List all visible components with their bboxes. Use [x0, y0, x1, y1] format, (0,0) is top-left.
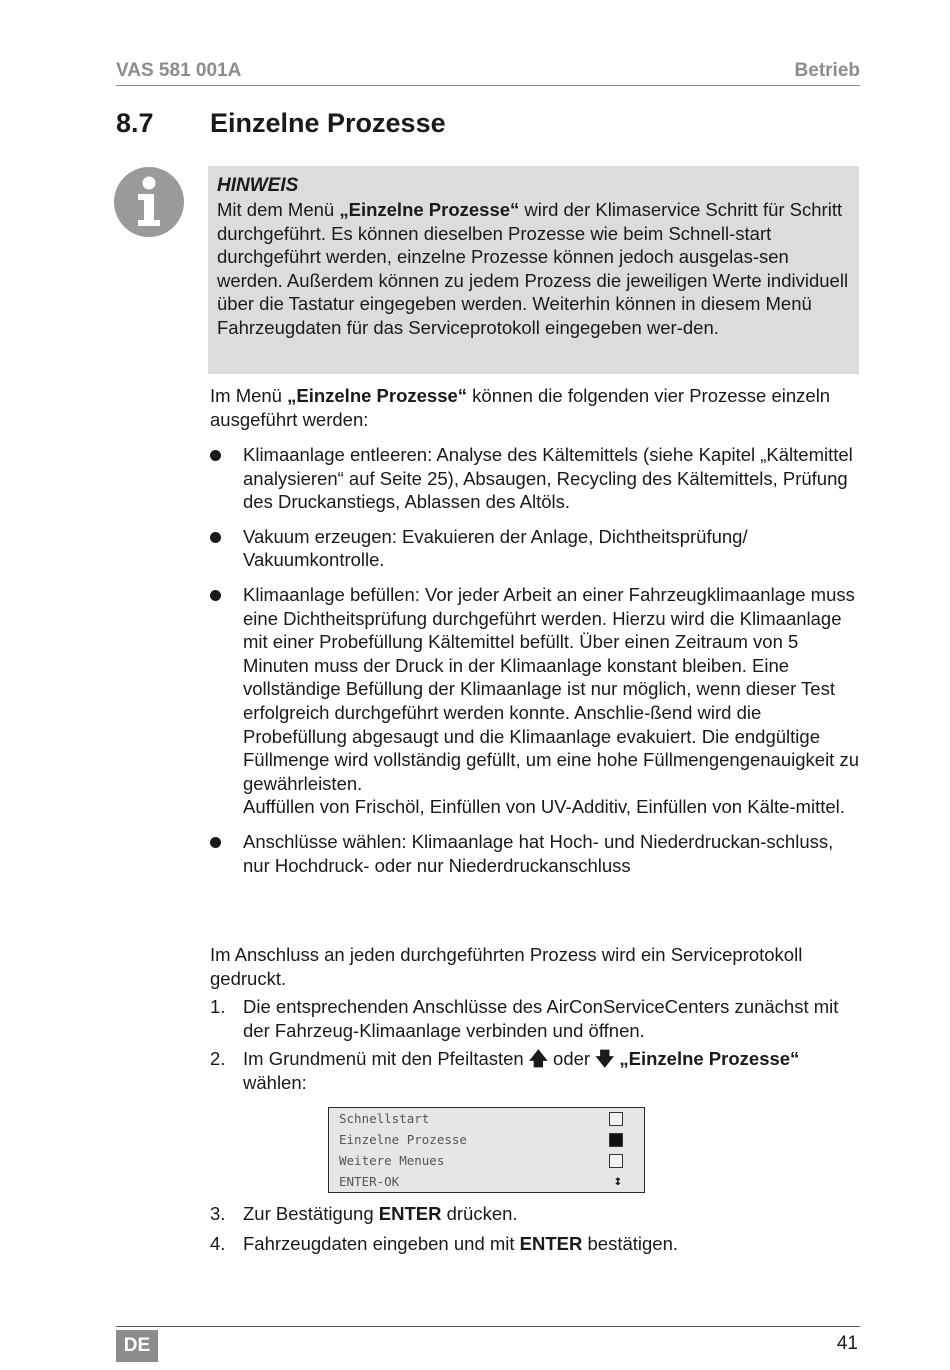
section-number: 8.7 [116, 108, 154, 138]
lcd-row: Weitere Menues [339, 1150, 635, 1171]
step-item: 1. Die entsprechenden Anschlüsse des AirConServiceCenters zunächst mit der Fahrzeug-Klimaanlage verbinden und öffnen. [210, 996, 839, 1041]
page-header [116, 60, 860, 86]
step-item: 3. Zur Bestätigung ENTER drücken. [210, 1203, 518, 1224]
intro-menu-name: „Einzelne Prozesse“ [287, 385, 468, 406]
list-item: Klimaanlage befüllen: Vor jeder Arbeit an einer Fahrzeugklimaanlage muss eine Dichtheitsprüfung durchgeführt werden. Hierzu wird die Klimaanlage mit einer Probefüllung Kältemittel befüllt. Über einen Zeitraum von 5 Minuten muss der Druck in der Klimaanlage konstant bleiben. Eine vollständige Befüllung der Klimaanlage ist nur möglich, wenn dieser Test erfolgreich durchgeführt werden konnte. Anschlie-ßend wird die Probefüllung abgesaugt und die Klimaanlage evakuiert. Die endgültige Füllmenge wird vollständig gefüllt, um eine hohe Füllmengengenauigkeit zu gewährleisten. Auffüllen von Frischöl, Einfüllen von UV-Additiv, Einfüllen von Kälte-mittel. [210, 583, 860, 819]
checkbox-empty-icon [609, 1154, 623, 1168]
chapter-name: Betrieb [794, 60, 860, 81]
language-badge: DE [116, 1330, 158, 1362]
checkbox-filled-icon [609, 1133, 623, 1147]
protocol-paragraph: Im Anschluss an jeden durchgeführten Prozess wird ein Serviceprotokoll gedruckt. [210, 944, 803, 989]
lcd-row: Einzelne Prozesse [339, 1129, 635, 1150]
list-item: Anschlüsse wählen: Klimaanlage hat Hoch- und Niederdruckan-schluss, nur Hochdruck- oder nur Niederdruckanschluss [210, 830, 860, 877]
page-number: 41 [836, 1333, 858, 1354]
arrow-up-icon: 🡅 [528, 1048, 548, 1070]
note-label: HINWEIS [217, 175, 299, 196]
steps-list-continued [210, 1202, 860, 1255]
steps-list [210, 995, 860, 1094]
bullet-icon [210, 450, 221, 461]
bullet-icon [210, 532, 221, 543]
page-footer [116, 1326, 860, 1362]
process-list [210, 443, 860, 888]
checkbox-empty-icon [609, 1112, 623, 1126]
note-menu-name: „Einzelne Prozesse“ [339, 199, 520, 220]
lcd-row: Schnellstart [339, 1108, 635, 1129]
list-item: Vakuum erzeugen: Evakuieren der Anlage, Dichtheitsprüfung/ Vakuumkontrolle. [210, 525, 860, 572]
doc-id: VAS 581 001A [116, 60, 242, 81]
lcd-menu-display [328, 1107, 645, 1193]
bullet-icon [210, 590, 221, 601]
step-item: 2. Im Grundmenü mit den Pfeiltasten 🡅 oder 🡇 „Einzelne Prozesse“ wählen: [210, 1048, 800, 1093]
bullet-icon [210, 837, 221, 848]
info-icon [113, 166, 185, 238]
list-item: Klimaanlage entleeren: Analyse des Kältemittels (siehe Kapitel „Kältemittel analysieren“ auf Seite 25), Absaugen, Recycling des Kältemittels, Prüfung des Druckanstiegs, Ablassen des Altöls. [210, 443, 860, 514]
up-down-arrow-icon: ↕ [613, 1173, 622, 1189]
lcd-row: ENTER-OK ↕ [339, 1171, 635, 1192]
note-text: Mit dem Menü „Einzelne Prozesse“ wird der Klimaservice Schritt für Schritt durchgeführt. Es können dieselben Prozesse wie beim Schnell-start durchgeführt werden, einzelne Prozesse können jedoch ausgelas-sen werden. Außerdem können zu jedem Prozess die jeweiligen Werte individuell über die Tastatur eingegeben werden. Weiterhin können in diesem Menü Fahrzeugdaten für das Serviceprotokoll eingegeben wer-den. [217, 199, 849, 338]
section-title: Einzelne Prozesse [210, 108, 446, 138]
intro-paragraph: Im Menü „Einzelne Prozesse“ können die folgenden vier Prozesse einzeln ausgeführt werden: [210, 385, 831, 430]
note-box [208, 166, 859, 374]
arrow-down-icon: 🡇 [595, 1048, 615, 1070]
step-item: 4. Fahrzeugdaten eingeben und mit ENTER bestätigen. [210, 1232, 679, 1254]
